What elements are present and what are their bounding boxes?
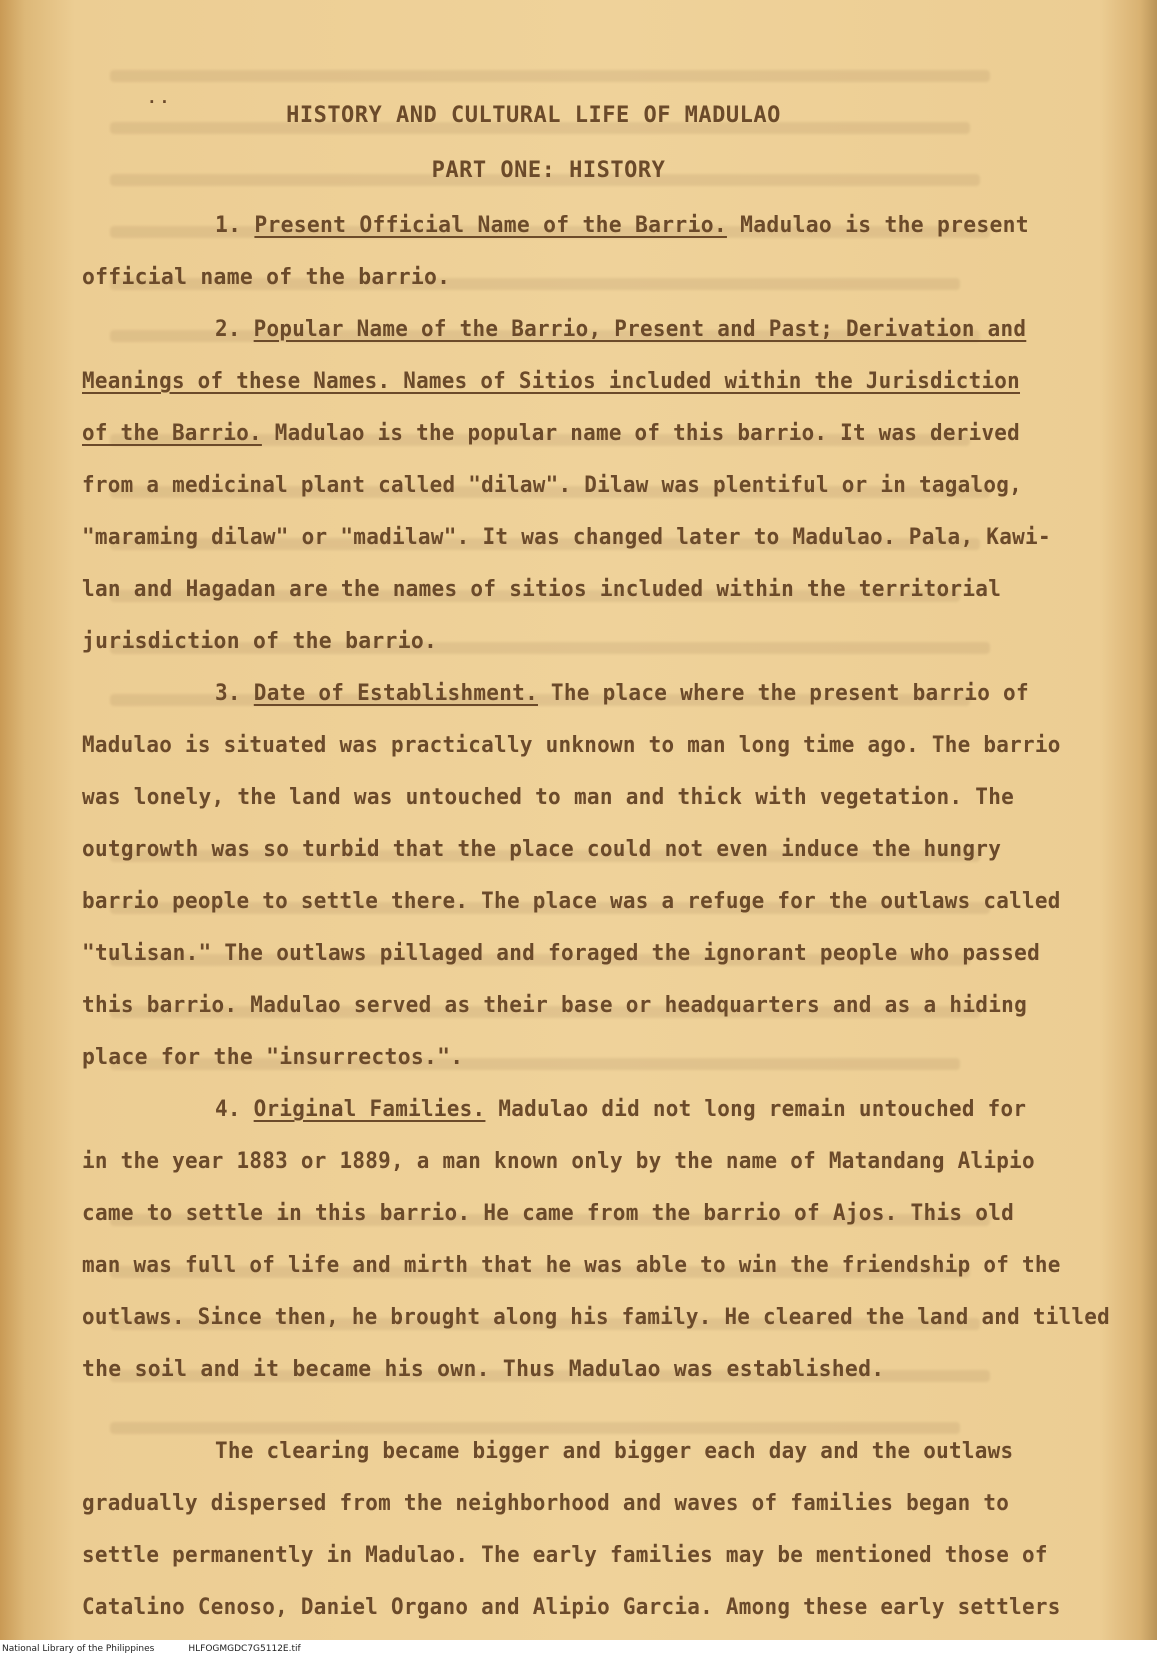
paragraph-1-first-line xyxy=(215,210,1029,240)
document-title: HISTORY AND CULTURAL LIFE OF MADULAO xyxy=(286,103,781,128)
paragraph-3-first-line xyxy=(215,678,1029,708)
body-text: Madulao did not long remain untouched for xyxy=(485,1096,1027,1122)
text-line: the soil and it became his own. Thus Madulao was established. xyxy=(82,1356,885,1382)
library-credit: National Library of the Philippines xyxy=(2,1644,155,1654)
text-line: Madulao is situated was practically unknown to man long time ago. The barrio xyxy=(82,732,1061,758)
paragraph-number: 1. xyxy=(215,212,242,238)
text-line: "tulisan." The outlaws pillaged and foraged the ignorant people who passed xyxy=(82,940,1041,966)
part-heading: PART ONE: HISTORY xyxy=(431,158,666,183)
section-heading: Popular Name of the Barrio, Present and Past; Derivation and xyxy=(253,316,1027,342)
paragraph-2-first-line xyxy=(215,314,1026,344)
text-line: jurisdiction of the barrio. xyxy=(82,628,438,654)
text-line: The clearing became bigger and bigger each day and the outlaws xyxy=(215,1438,1014,1464)
text-line: from a medicinal plant called "dilaw". Dilaw was plentiful or in tagalog, xyxy=(82,472,1023,498)
text-line: Catalino Cenoso, Daniel Organo and Alipio Garcia. Among these early settlers xyxy=(82,1594,1061,1620)
paragraph-number: 3. xyxy=(215,680,241,706)
text-line: man was full of life and mirth that he was able to win the friendship of the xyxy=(82,1252,1061,1278)
body-text: Madulao is the present xyxy=(726,212,1029,238)
scan-footer xyxy=(0,1640,1157,1658)
file-id: HLFOGMGDC7G5112E.tif xyxy=(188,1644,301,1654)
section-heading: Original Families. xyxy=(253,1096,486,1122)
text-line: gradually dispersed from the neighborhood and waves of families began to xyxy=(82,1490,1010,1516)
section-heading-line: Meanings of these Names. Names of Sitios included within the Jurisdiction xyxy=(82,368,1021,394)
paragraph-4-first-line xyxy=(215,1094,1026,1124)
text-line: place for the "insurrectos.". xyxy=(82,1044,464,1070)
text-line: in the year 1883 or 1889, a man known only by the name of Matandang Alipio xyxy=(82,1148,1035,1174)
paragraph-2-third-line xyxy=(82,418,1020,448)
text-line: lan and Hagadan are the names of sitios included within the territorial xyxy=(82,576,1002,602)
text-line: "maraming dilaw" or "madilaw". It was changed later to Madulao. Pala, Kawi- xyxy=(82,524,1051,550)
body-text: The place where the present barrio of xyxy=(537,680,1029,706)
text-line: settle permanently in Madulao. The early families may be mentioned those of xyxy=(82,1542,1048,1568)
text-line: barrio people to settle there. The place was a refuge for the outlaws called xyxy=(82,888,1061,914)
text-line: official name of the barrio. xyxy=(82,264,451,290)
text-line: came to settle in this barrio. He came from the barrio of Ajos. This old xyxy=(82,1200,1015,1226)
text-line: this barrio. Madulao served as their base or headquarters and as a hiding xyxy=(82,992,1028,1018)
text-line: outlaws. Since then, he brought along his family. He cleared the land and tilled xyxy=(82,1304,1110,1330)
margin-mark: ·· xyxy=(147,92,173,111)
paragraph-number: 4. xyxy=(215,1096,241,1122)
section-heading: of the Barrio. xyxy=(82,420,262,446)
section-heading: Date of Establishment. xyxy=(253,680,538,706)
text-line: outgrowth was so turbid that the place could not even induce the hungry xyxy=(82,836,1002,862)
section-heading: Present Official Name of the Barrio. xyxy=(254,212,727,238)
body-text: Madulao is the popular name of this barrio. It was derived xyxy=(261,420,1021,446)
text-line: was lonely, the land was untouched to man and thick with vegetation. The xyxy=(82,784,1015,810)
paragraph-number: 2. xyxy=(215,316,241,342)
